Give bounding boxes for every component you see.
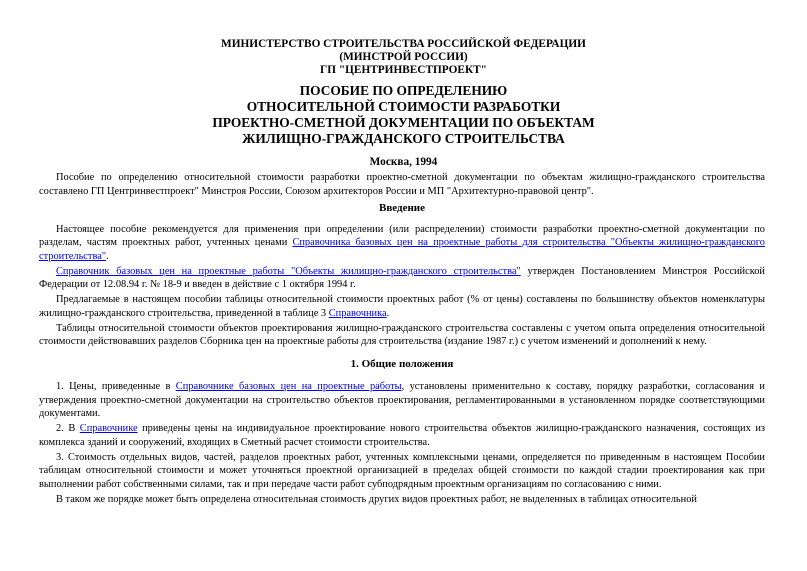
section-heading-intro: Введение: [378, 202, 426, 214]
ministry-header: [0, 38, 807, 78]
document-title: [0, 83, 807, 147]
general-p3: 3. Стоимость отдельных видов, частей, разделов проектных работ, учтенных комплексными ценами, определяется по приведенным в настоящем Пособии таблицам относительной стоимости и может уточняться проектной организацией в пределах общей стоимости по каждой стадии проектирования как при выполнении работ собственными силами, так и при передаче части работ субподрядным проектным организациям по согласованию с ними.: [39, 451, 765, 490]
intro-paragraph: Пособие по определению относительной стоимости разработки проектно-сметной документации по объектам жилищно-гражданского строительства составлено ГП Центринвестпроект" Минстроя России, Союзом архитекторов России и МП "Архитектурно-правовой центр".: [39, 172, 765, 197]
reference-link[interactable]: Справочнике базовых цен на проектные работы: [175, 381, 402, 392]
text: Предлагаемые в настоящем пособии таблицы относительной стоимости проектных работ (% от цены) составлены по большинству объектов номенклатуры жилищно-гражданского строительства, приведенной в таблице 3: [39, 294, 765, 319]
section-heading-general: 1. Общие положения: [350, 357, 454, 370]
text: 2. В: [56, 423, 80, 434]
title-line: ЖИЛИЩНО-ГРАЖДАНСКОГО СТРОИТЕЛЬСТВА: [242, 131, 565, 146]
title-line: ПРОЕКТНО-СМЕТНОЙ ДОКУМЕНТАЦИИ ПО ОБЪЕКТАМ: [212, 115, 595, 130]
document-body: [39, 171, 765, 508]
general-p2: [39, 422, 765, 449]
intro-p2: [39, 265, 765, 292]
header-line: МИНИСТЕРСТВО СТРОИТЕЛЬСТВА РОССИЙСКОЙ ФЕДЕРАЦИИ: [221, 38, 586, 50]
reference-link[interactable]: Справочнике: [79, 423, 138, 434]
general-p4: В таком же порядке может быть определена относительная стоимость других видов проектных работ, не выделенных в таблицах относительной: [56, 493, 697, 505]
text: .: [386, 307, 390, 319]
text: .: [106, 250, 109, 262]
title-line: ОТНОСИТЕЛЬНОЙ СТОИМОСТИ РАЗРАБОТКИ: [246, 99, 561, 114]
intro-p4: Таблицы относительной стоимости объектов проектирования жилищно-гражданского строительства составлены с учетом опыта определения относительной стоимости действовавших разделов Сборника цен на проектные работы для строительства (издание 1987 г.) с учетом изменений и дополнений к нему.: [39, 322, 765, 347]
header-line: (МИНСТРОЙ РОССИИ): [339, 51, 468, 64]
reference-link[interactable]: Справочник базовых цен на проектные работы "Объекты жилищно-гражданского строительства": [56, 265, 521, 277]
general-p1: [39, 380, 765, 421]
reference-link[interactable]: Справочника: [328, 307, 387, 319]
header-line: ГП "ЦЕНТРИНВЕСТПРОЕКТ": [320, 64, 487, 77]
place-date: Москва, 1994: [369, 156, 438, 168]
text: утвержден Постановлением Минстроя Российской Федерации от 12.08.94 г. № 18-9 и введен в действие с 1 октября 1994 г.: [39, 265, 765, 290]
reference-link[interactable]: Справочника базовых цен на проектные работы для строительства "Объекты жилищно-гражданского строительства": [39, 237, 765, 262]
text: , установлены применительно к составу, порядку разработки, согласования и утверждения проектно-сметной документации на строительство объектов проектирования, регламентированными в установленном порядке соответствующими документами.: [39, 381, 765, 419]
text: Настоящее пособие рекомендуется для применения при определении (или распределении) стоимости разработки проектно-сметной документации по разделам, частям проектных работ, учтенных ценами: [39, 223, 765, 248]
text: 1. Цены, приведенные в: [56, 381, 176, 392]
title-line: ПОСОБИЕ ПО ОПРЕДЕЛЕНИЮ: [299, 83, 508, 98]
intro-p1: [39, 223, 765, 264]
text: приведены цены на индивидуальное проектирование нового строительства объектов жилищно-гражданского назначения, состоящих из комплекса зданий и сооружений, входящих в Сметный расчет стоимости строительства.: [39, 423, 766, 448]
intro-p3: [39, 293, 765, 320]
